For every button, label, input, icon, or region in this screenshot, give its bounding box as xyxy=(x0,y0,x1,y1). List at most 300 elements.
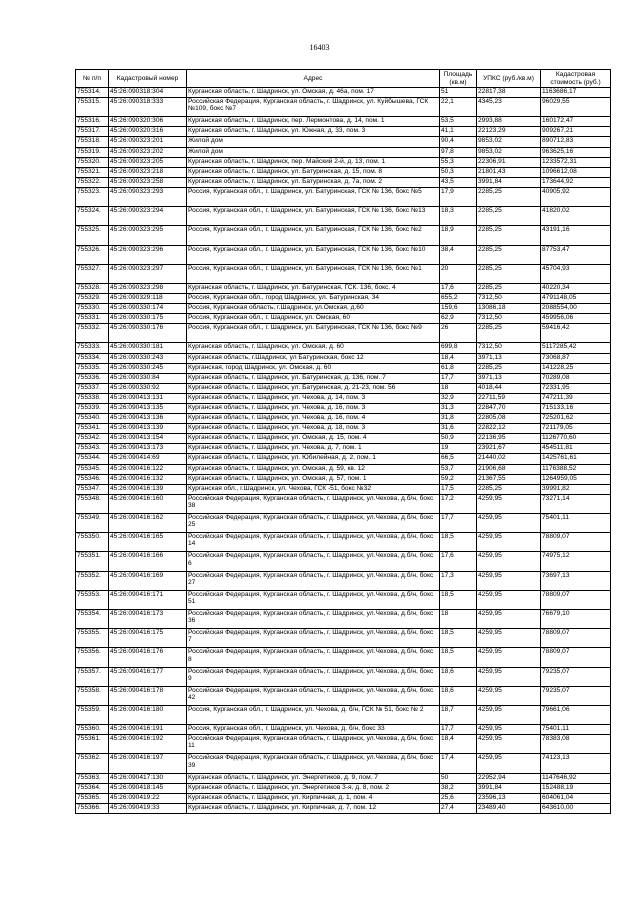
table-row xyxy=(76,444,611,454)
cell-address: Россия, Курганская обл., г. Шадринск, ул. Омская, 60 xyxy=(187,314,440,324)
cell-area: 18,4 xyxy=(440,735,477,754)
cell-number: 755325. xyxy=(76,226,109,245)
cell-cadastral-number: 45:26:090413:135 xyxy=(109,404,187,414)
cell-area: 55,3 xyxy=(440,157,477,167)
cell-address: Российская Федерация, Курганская область, г. Шадринск, ул.Чехова, д.б/н, бокс 14 xyxy=(187,533,440,552)
cell-cadastral-number: 45:26:090416:160 xyxy=(109,494,187,513)
cell-area: 17,6 xyxy=(440,283,477,293)
cell-upks: 4259,95 xyxy=(477,686,541,705)
table-row xyxy=(76,686,611,705)
cell-upks: 23596,13 xyxy=(477,793,541,803)
cell-cadastral-number: 45:26:090416:191 xyxy=(109,725,187,735)
cell-address: Жилой дом xyxy=(187,137,440,147)
cell-number: 755339. xyxy=(76,404,109,414)
cell-number: 755348. xyxy=(76,494,109,513)
cell-address: Курганская область, г. Шадринск, ул. Чехова, д. 16, пом. 3 xyxy=(187,404,440,414)
cell-cadastral-number: 45:26:090413:154 xyxy=(109,434,187,444)
cell-cadastral-number: 45:26:090330:174 xyxy=(109,304,187,314)
cell-area: 31,8 xyxy=(440,414,477,424)
cell-number: 755365. xyxy=(76,793,109,803)
cell-cadastral-number: 45:26:090413:139 xyxy=(109,424,187,434)
cell-upks: 9853,02 xyxy=(477,137,541,147)
cell-number: 755360. xyxy=(76,725,109,735)
cell-area: 31,3 xyxy=(440,404,477,414)
cell-cadastral-value: 1425761,61 xyxy=(541,454,611,464)
cell-number: 755343. xyxy=(76,444,109,454)
cell-upks: 22847,70 xyxy=(477,404,541,414)
table-row xyxy=(76,783,611,793)
cell-address: Россия, Курганская обл., г. Шадринск, ул. Батуринская, ГСК № 136, бокс №5 xyxy=(187,187,440,206)
cell-area: 20 xyxy=(440,264,477,283)
cell-number: 755355. xyxy=(76,629,109,648)
cell-area: 61,8 xyxy=(440,363,477,373)
cell-address: Россия, Курганская обл., г. Шадринск, ул. Батуринская, ГСК № 136, бокс №10 xyxy=(187,245,440,264)
cell-cadastral-number: 45:26:090413:131 xyxy=(109,393,187,403)
cell-number: 755322. xyxy=(76,177,109,187)
cell-area: 66,5 xyxy=(440,454,477,464)
table-row xyxy=(76,667,611,686)
cell-area: 51 xyxy=(440,88,477,98)
cell-area: 18,4 xyxy=(440,353,477,363)
cell-cadastral-number: 45:26:090318:304 xyxy=(109,88,187,98)
cell-address: Курганская область, г. Шадринск, ул. Чехова, д. 18, пом. 3 xyxy=(187,424,440,434)
cell-cadastral-value: 43191,16 xyxy=(541,226,611,245)
cell-number: 755347. xyxy=(76,484,109,494)
cell-upks: 4259,95 xyxy=(477,590,541,609)
cell-number: 755335. xyxy=(76,363,109,373)
cadastral-value-table xyxy=(75,69,611,814)
cell-cadastral-number: 45:26:090416:171 xyxy=(109,590,187,609)
cell-area: 50,9 xyxy=(440,434,477,444)
cell-cadastral-value: 59416,42 xyxy=(541,324,611,343)
cell-cadastral-value: 909267,21 xyxy=(541,127,611,137)
cell-number: 755323. xyxy=(76,187,109,206)
cell-cadastral-number: 45:26:090416:180 xyxy=(109,705,187,724)
cell-number: 755357. xyxy=(76,667,109,686)
cell-address: Курганская, город Шадринск, ул. Омская, д. 60 xyxy=(187,363,440,373)
cell-area: 17,7 xyxy=(440,514,477,533)
cell-cadastral-number: 45:26:090323:294 xyxy=(109,207,187,226)
cell-address: Россия, Курганская обл., г. Шадринск, ул. Батуринская, ГСК № 136, бокс №1 xyxy=(187,264,440,283)
cell-number: 755359. xyxy=(76,705,109,724)
cell-area: 17,7 xyxy=(440,373,477,383)
table-row xyxy=(76,177,611,187)
cell-upks: 2285,25 xyxy=(477,264,541,283)
cell-cadastral-value: 721179,05 xyxy=(541,424,611,434)
cell-area: 18,3 xyxy=(440,207,477,226)
cell-cadastral-number: 45:26:090416:169 xyxy=(109,571,187,590)
cell-area: 43,5 xyxy=(440,177,477,187)
cell-address: Россия, Курганская обл., г. Шадринск, ул. Батуринская, ГСК № 136, бокс №2 xyxy=(187,226,440,245)
cell-address: Курганская область, г. Шадринск, ул. Батуринская, д. 7а, пом. 2 xyxy=(187,177,440,187)
cell-cadastral-value: 459956,06 xyxy=(541,314,611,324)
table-row xyxy=(76,314,611,324)
cell-area: 59,2 xyxy=(440,474,477,484)
page-number: 16403 xyxy=(309,43,330,52)
table-row xyxy=(76,494,611,513)
cell-upks: 4259,95 xyxy=(477,754,541,773)
table-row xyxy=(76,803,611,813)
cell-address: Российская Федерация, Курганская область, г. Шадринск, ул.Чехова, д.б/н, бокс 8 xyxy=(187,648,440,667)
cell-area: 18,6 xyxy=(440,686,477,705)
cell-area: 18,7 xyxy=(440,705,477,724)
cell-area: 17,7 xyxy=(440,725,477,735)
cell-area: 32,9 xyxy=(440,393,477,403)
cell-cadastral-value: 890712,83 xyxy=(541,137,611,147)
cell-number: 755338. xyxy=(76,393,109,403)
table-row xyxy=(76,353,611,363)
cell-address: Курганская область, г. Шадринск, ул. Омская, д. 46а, пом. 17 xyxy=(187,88,440,98)
cell-number: 755349. xyxy=(76,514,109,533)
cell-cadastral-value: 96029,55 xyxy=(541,98,611,117)
cell-number: 755362. xyxy=(76,754,109,773)
cell-number: 755344. xyxy=(76,454,109,464)
cell-cadastral-number: 45:26:090323:297 xyxy=(109,264,187,283)
cell-number: 755324. xyxy=(76,207,109,226)
table-row xyxy=(76,393,611,403)
cell-cadastral-value: 73068,87 xyxy=(541,353,611,363)
cell-area: 97,8 xyxy=(440,147,477,157)
header-area: Площадь (кв.м) xyxy=(440,70,477,88)
cell-upks: 4259,95 xyxy=(477,667,541,686)
cell-area: 159,6 xyxy=(440,304,477,314)
cell-upks: 2285,25 xyxy=(477,363,541,373)
cell-upks: 22136,95 xyxy=(477,434,541,444)
cell-upks: 23921,67 xyxy=(477,444,541,454)
cell-address: Российская Федерация, Курганская область, г. Шадринск, ул.Чехова, д.б/н, бокс 7 xyxy=(187,629,440,648)
cell-cadastral-number: 45:26:090416:176 xyxy=(109,648,187,667)
cell-number: 755336. xyxy=(76,373,109,383)
table-row xyxy=(76,363,611,373)
cell-cadastral-value: 1147646,92 xyxy=(541,773,611,783)
cell-number: 755314. xyxy=(76,88,109,98)
cell-address: Россия, Курганская обл., г. Шадринск, ул. Чехова, д. б/н, ГСК № 51, бокс № 2 xyxy=(187,705,440,724)
cell-cadastral-number: 45:26:090323:296 xyxy=(109,245,187,264)
cell-number: 755364. xyxy=(76,783,109,793)
cell-cadastral-value: 173644,92 xyxy=(541,177,611,187)
cell-upks: 4018,44 xyxy=(477,383,541,393)
cell-area: 53,5 xyxy=(440,117,477,127)
cell-cadastral-number: 45:26:090416:178 xyxy=(109,686,187,705)
cell-address: Россия, Курганская обл., город Шадринск, ул. Батуринская, 34 xyxy=(187,293,440,303)
cell-address: Курганская область, г. Шадринск, ул. Чехова, д. 7, пом. 1 xyxy=(187,444,440,454)
cell-cadastral-number: 45:26:090329:118 xyxy=(109,293,187,303)
table-row xyxy=(76,725,611,735)
cell-upks: 7312,50 xyxy=(477,343,541,353)
cell-cadastral-value: 76679,10 xyxy=(541,609,611,628)
cell-cadastral-value: 79235,07 xyxy=(541,667,611,686)
cell-number: 755352. xyxy=(76,571,109,590)
cell-cadastral-value: 1176388,52 xyxy=(541,464,611,474)
table-row xyxy=(76,324,611,343)
cell-number: 755341. xyxy=(76,424,109,434)
table-row xyxy=(76,127,611,137)
cell-number: 755356. xyxy=(76,648,109,667)
cell-number: 755326. xyxy=(76,245,109,264)
cell-number: 755346. xyxy=(76,474,109,484)
cell-address: Курганская область, г. Шадринск, ул. Батуринская, д. 15, пом. 8 xyxy=(187,167,440,177)
cell-address: Курганская область, г. Шадринск, ул. Чехова, д. 16, пом. 4 xyxy=(187,414,440,424)
table-header-row xyxy=(76,70,611,88)
cell-number: 755342. xyxy=(76,434,109,444)
cell-cadastral-value: 78809,07 xyxy=(541,648,611,667)
cell-cadastral-number: 45:26:090416:139 xyxy=(109,484,187,494)
table-row xyxy=(76,454,611,464)
cell-cadastral-number: 45:26:090320:316 xyxy=(109,127,187,137)
cell-cadastral-number: 45:26:090330:92 xyxy=(109,383,187,393)
cell-area: 18,5 xyxy=(440,533,477,552)
table-row xyxy=(76,147,611,157)
cell-cadastral-number: 45:26:090318:333 xyxy=(109,98,187,117)
cell-upks: 7312,50 xyxy=(477,293,541,303)
cell-number: 755345. xyxy=(76,464,109,474)
cell-area: 655,2 xyxy=(440,293,477,303)
table-row xyxy=(76,187,611,206)
cell-cadastral-value: 73271,14 xyxy=(541,494,611,513)
table-row xyxy=(76,533,611,552)
table-row xyxy=(76,648,611,667)
cell-number: 755363. xyxy=(76,773,109,783)
cell-number: 755334. xyxy=(76,353,109,363)
cell-area: 90,4 xyxy=(440,137,477,147)
table-row xyxy=(76,98,611,117)
cell-address: Россия, Курганская область, г.Шадринск, ул.Омская, д.60 xyxy=(187,304,440,314)
cell-number: 755330. xyxy=(76,304,109,314)
cell-address: Курганская область, г. Шадринск, ул. Энергетиков, д. 9, пом. 7 xyxy=(187,773,440,783)
table-row xyxy=(76,137,611,147)
cell-upks: 2285,25 xyxy=(477,226,541,245)
cell-upks: 13086,18 xyxy=(477,304,541,314)
table-row xyxy=(76,793,611,803)
cell-cadastral-number: 45:26:090416:197 xyxy=(109,754,187,773)
cell-address: Российская Федерация, Курганская область, г. Шадринск, ул.Чехова, д.б/н, бокс 51 xyxy=(187,590,440,609)
cell-number: 755316. xyxy=(76,117,109,127)
cell-cadastral-value: 1163686,17 xyxy=(541,88,611,98)
cell-cadastral-value: 747211,39 xyxy=(541,393,611,403)
cell-number: 755327. xyxy=(76,264,109,283)
cell-area: 38,2 xyxy=(440,783,477,793)
cell-area: 38,4 xyxy=(440,245,477,264)
cell-number: 755329. xyxy=(76,293,109,303)
table-row xyxy=(76,167,611,177)
cell-address: Российская Федерация, Курганская область, г. Шадринск, ул. Куйбышева, ГСК №109, бокс №7 xyxy=(187,98,440,117)
cell-cadastral-number: 45:26:090416:122 xyxy=(109,464,187,474)
cell-area: 18,9 xyxy=(440,226,477,245)
header-upks: УПКС (руб./кв.м) xyxy=(477,70,541,88)
cell-cadastral-number: 45:26:090416:165 xyxy=(109,533,187,552)
cell-upks: 3991,84 xyxy=(477,177,541,187)
cell-address: Курганская обл., г.Шадринск, ул. Чехова, ГСК -51, бокс №32 xyxy=(187,484,440,494)
cell-upks: 22123,29 xyxy=(477,127,541,137)
cell-upks: 3971,13 xyxy=(477,353,541,363)
cell-cadastral-value: 75401,11 xyxy=(541,514,611,533)
cell-cadastral-value: 725201,62 xyxy=(541,414,611,424)
cell-cadastral-number: 45:26:090413:173 xyxy=(109,444,187,454)
cell-cadastral-number: 45:26:090330:176 xyxy=(109,324,187,343)
cell-cadastral-value: 78809,07 xyxy=(541,590,611,609)
cell-cadastral-number: 45:26:090323:205 xyxy=(109,157,187,167)
cell-cadastral-value: 1096612,08 xyxy=(541,167,611,177)
cell-cadastral-number: 45:26:090330:84 xyxy=(109,373,187,383)
header-number: № п/п xyxy=(76,70,109,88)
cell-area: 27,4 xyxy=(440,803,477,813)
cell-upks: 2285,25 xyxy=(477,207,541,226)
table-body xyxy=(76,88,611,814)
cell-cadastral-value: 72331,95 xyxy=(541,383,611,393)
table-row xyxy=(76,207,611,226)
cell-address: Курганская область, г. Шадринск, пер. Лермонтова, д. 14, пом. 1 xyxy=(187,117,440,127)
cell-address: Россия, Курганская обл., г. Шадринск, ул. Чехова, д. б/н, бокс 33 xyxy=(187,725,440,735)
cell-upks: 4259,95 xyxy=(477,494,541,513)
cell-cadastral-number: 45:26:090323:298 xyxy=(109,283,187,293)
cell-address: Курганская область, г. Шадринск, ул. Омская, д. 57, пом. 1 xyxy=(187,474,440,484)
cell-upks: 4259,95 xyxy=(477,629,541,648)
cell-area: 18 xyxy=(440,609,477,628)
cell-address: Российская Федерация, Курганская область, г. Шадринск, ул.Чехова, д.б/н, бокс 9 xyxy=(187,667,440,686)
cell-upks: 22306,91 xyxy=(477,157,541,167)
cell-cadastral-number: 45:26:090416:173 xyxy=(109,609,187,628)
cell-number: 755331. xyxy=(76,314,109,324)
cell-address: Российская Федерация, Курганская область, г. Шадринск, ул.Чехова, д.б/н, бокс 39 xyxy=(187,754,440,773)
cell-upks: 22711,59 xyxy=(477,393,541,403)
cell-address: Курганская область, г.Шадринск, ул Батуринская, бокс 12 xyxy=(187,353,440,363)
cell-area: 26 xyxy=(440,324,477,343)
cell-cadastral-number: 45:26:090323:293 xyxy=(109,187,187,206)
cell-area: 22,1 xyxy=(440,98,477,117)
cell-area: 41,1 xyxy=(440,127,477,137)
cell-cadastral-number: 45:26:090416:175 xyxy=(109,629,187,648)
cell-upks: 23489,40 xyxy=(477,803,541,813)
table-row xyxy=(76,571,611,590)
cell-area: 17,9 xyxy=(440,187,477,206)
cell-cadastral-number: 45:26:090416:162 xyxy=(109,514,187,533)
cell-cadastral-number: 45:26:090419:33 xyxy=(109,803,187,813)
table-row xyxy=(76,590,611,609)
cell-upks: 4259,95 xyxy=(477,514,541,533)
cell-area: 17,5 xyxy=(440,484,477,494)
cell-area: 699,8 xyxy=(440,343,477,353)
cell-upks: 3971,13 xyxy=(477,373,541,383)
table-row xyxy=(76,304,611,314)
table-row xyxy=(76,552,611,571)
cell-number: 755332. xyxy=(76,324,109,343)
cell-cadastral-number: 45:26:090323:295 xyxy=(109,226,187,245)
cell-address: Курганская область, г. Шадринск, ул. Батуринская, д. 136, пом. 7 xyxy=(187,373,440,383)
cell-upks: 2285,25 xyxy=(477,324,541,343)
cell-address: Курганская область, г. Шадринск, пер. Майский 2-й, д. 13, пом. 1 xyxy=(187,157,440,167)
cell-address: Курганская область, г. Шадринск, ул. Кирпичная, д. 7, пом. 12 xyxy=(187,803,440,813)
table-row xyxy=(76,484,611,494)
cell-cadastral-number: 45:26:090323:258 xyxy=(109,177,187,187)
cell-upks: 2285,25 xyxy=(477,484,541,494)
table-row xyxy=(76,424,611,434)
cell-address: Российская Федерация, Курганская область, г. Шадринск, ул.Чехова, д.б/н, бокс 11 xyxy=(187,735,440,754)
cell-cadastral-value: 73697,13 xyxy=(541,571,611,590)
cell-cadastral-value: 5117285,42 xyxy=(541,343,611,353)
cell-upks: 22805,08 xyxy=(477,414,541,424)
cell-upks: 4259,95 xyxy=(477,735,541,754)
cell-area: 53,7 xyxy=(440,464,477,474)
cell-area: 19 xyxy=(440,444,477,454)
cell-number: 755328. xyxy=(76,283,109,293)
cell-number: 755354. xyxy=(76,609,109,628)
cell-number: 755317. xyxy=(76,127,109,137)
cell-cadastral-value: 643610,00 xyxy=(541,803,611,813)
cell-area: 18,5 xyxy=(440,590,477,609)
cell-cadastral-value: 70289,08 xyxy=(541,373,611,383)
cell-cadastral-value: 604061,04 xyxy=(541,793,611,803)
cell-address: Курганская область, г. Шадринск, ул. Батуринская, ГСК. 136, бокс. 4 xyxy=(187,283,440,293)
table-row xyxy=(76,754,611,773)
cell-cadastral-value: 87753,47 xyxy=(541,245,611,264)
cell-cadastral-value: 45704,93 xyxy=(541,264,611,283)
cell-cadastral-value: 39991,82 xyxy=(541,484,611,494)
cell-upks: 4259,95 xyxy=(477,571,541,590)
cell-cadastral-value: 141228,25 xyxy=(541,363,611,373)
table-row xyxy=(76,464,611,474)
cell-number: 755337. xyxy=(76,383,109,393)
table-row xyxy=(76,245,611,264)
cell-upks: 2285,25 xyxy=(477,187,541,206)
cell-number: 755350. xyxy=(76,533,109,552)
cell-number: 755351. xyxy=(76,552,109,571)
cell-number: 755358. xyxy=(76,686,109,705)
cell-area: 50,3 xyxy=(440,167,477,177)
cell-upks: 2993,88 xyxy=(477,117,541,127)
cell-upks: 4259,95 xyxy=(477,705,541,724)
cell-address: Российская Федерация, Курганская область, г. Шадринск, ул.Чехова, д.б/н, бокс 27 xyxy=(187,571,440,590)
cell-cadastral-value: 74975,12 xyxy=(541,552,611,571)
cell-area: 31,6 xyxy=(440,424,477,434)
cell-cadastral-number: 45:26:090330:181 xyxy=(109,343,187,353)
cell-address: Российская Федерация, Курганская область, г. Шадринск, ул.Чехова, д.б/н, бокс 42 xyxy=(187,686,440,705)
cell-cadastral-value: 78809,07 xyxy=(541,629,611,648)
header-cadastral-number: Кадастровый номер xyxy=(109,70,187,88)
cell-upks: 4259,95 xyxy=(477,552,541,571)
cell-cadastral-value: 4791148,05 xyxy=(541,293,611,303)
cell-address: Курганская область, г. Шадринск, ул. Южная, д. 33, пом. 3 xyxy=(187,127,440,137)
cell-cadastral-number: 45:26:090323:218 xyxy=(109,167,187,177)
cell-area: 50 xyxy=(440,773,477,783)
cell-cadastral-number: 45:26:090320:306 xyxy=(109,117,187,127)
cell-address: Россия, Курганская обл., г. Шадринск, ул. Батуринская, ГСК № 136, бокс №13 xyxy=(187,207,440,226)
header-address: Адрес xyxy=(187,70,440,88)
cell-number: 755315. xyxy=(76,98,109,117)
cell-address: Российская Федерация, Курганская область, г. Шадринск, ул.Чехова, д.б/н, бокс 6 xyxy=(187,552,440,571)
table-row xyxy=(76,474,611,484)
cell-cadastral-number: 45:26:090416:132 xyxy=(109,474,187,484)
cell-upks: 21801,43 xyxy=(477,167,541,177)
cell-cadastral-value: 78809,07 xyxy=(541,533,611,552)
table-row xyxy=(76,414,611,424)
table-row xyxy=(76,629,611,648)
cell-cadastral-value: 40905,92 xyxy=(541,187,611,206)
cell-upks: 3991,84 xyxy=(477,783,541,793)
cell-cadastral-value: 454511,81 xyxy=(541,444,611,454)
cell-upks: 21906,68 xyxy=(477,464,541,474)
table-row xyxy=(76,705,611,724)
cell-address: Курганская область, г. Шадринск, ул. Омская, д. 60 xyxy=(187,343,440,353)
cell-address: Российская Федерация, Курганская область, г. Шадринск, ул.Чехова, д.б/н, бокс 25 xyxy=(187,514,440,533)
cell-address: Курганская область, г. Шадринск, ул. Батуринская, д. 21-23, пом. 56 xyxy=(187,383,440,393)
cell-number: 755353. xyxy=(76,590,109,609)
cell-cadastral-number: 45:26:090330:243 xyxy=(109,353,187,363)
table-row xyxy=(76,283,611,293)
cell-cadastral-number: 45:26:090417:130 xyxy=(109,773,187,783)
table-row xyxy=(76,264,611,283)
cell-number: 755340. xyxy=(76,414,109,424)
cell-upks: 22952,94 xyxy=(477,773,541,783)
